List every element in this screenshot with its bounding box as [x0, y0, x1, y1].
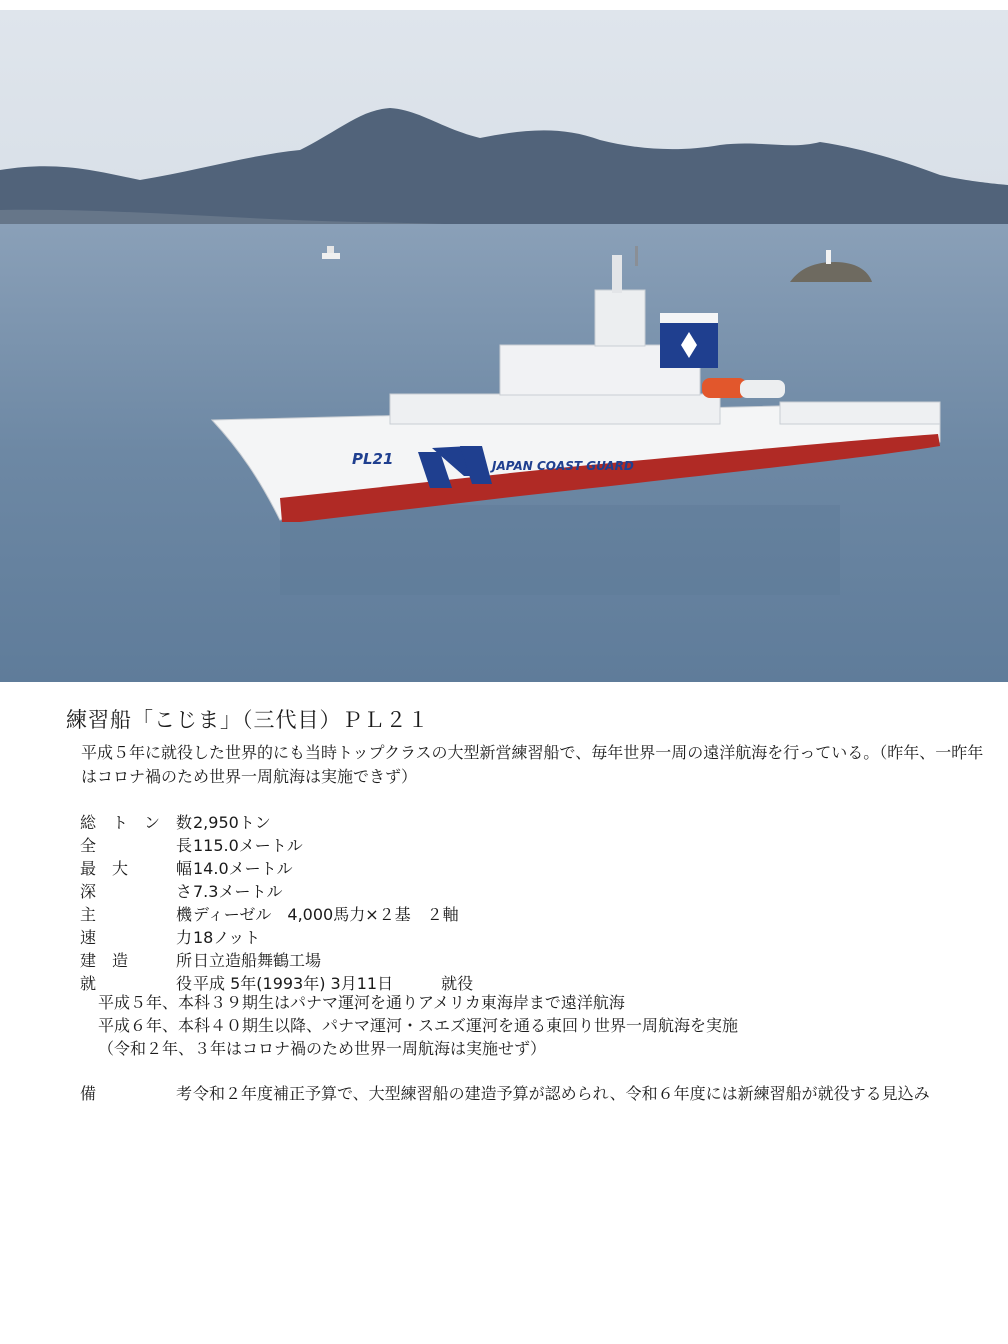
svg-text:JAPAN COAST GUARD: JAPAN COAST GUARD: [492, 459, 634, 473]
note-1: 平成５年、本科３９期生はパナマ運河を通りアメリカ東海岸まで遠洋航海: [98, 993, 625, 1012]
spec-value: 平成 5年(1993年) 3月11日 就役: [193, 974, 474, 993]
spec-value: 2,950トン: [193, 813, 271, 832]
spec-value: 7.3メートル: [193, 882, 283, 901]
spec-label: 最 大 幅: [80, 859, 193, 878]
intro-paragraph: 平成５年に就役した世界的にも当時トップクラスの大型新営練習船で、毎年世界一周の遠洋航海を行っている。（昨年、一昨年はコロナ禍のため世界一周航海は実施できず）: [81, 743, 984, 786]
spec-label: 全 長: [80, 836, 193, 855]
spec-label: 主 機: [80, 905, 193, 924]
note-2: 平成６年、本科４０期生以降、パナマ運河・スエズ運河を通る東回り世界一周航海を実施: [98, 1016, 739, 1035]
note-3: （令和２年、３年はコロナ禍のため世界一周航海は実施せず）: [98, 1039, 547, 1058]
svg-text:PL21: PL21: [352, 450, 394, 468]
spec-label: 深 さ: [80, 882, 193, 901]
spec-value: 115.0メートル: [193, 836, 303, 855]
spec-label: 速 力: [80, 928, 193, 947]
page-title: 練習船「こじま」（三代目）ＰＬ２１: [66, 708, 430, 732]
remarks-label: 備 考: [80, 1084, 193, 1103]
spec-value: ディーゼル 4,000馬力×２基 ２軸: [193, 905, 459, 924]
spec-value: 日立造船舞鶴工場: [193, 951, 322, 970]
spec-label: 総 ト ン 数: [80, 813, 193, 832]
remarks-text: 令和２年度補正予算で、大型練習船の建造予算が認められ、令和６年度には新練習船が就役する見込み: [193, 1084, 930, 1103]
ship-photo: [0, 10, 1008, 682]
spec-label: 就 役: [80, 974, 193, 993]
spec-label: 建 造 所: [80, 951, 193, 970]
spec-value: 14.0メートル: [193, 859, 293, 878]
spec-value: 18ノット: [193, 928, 261, 947]
